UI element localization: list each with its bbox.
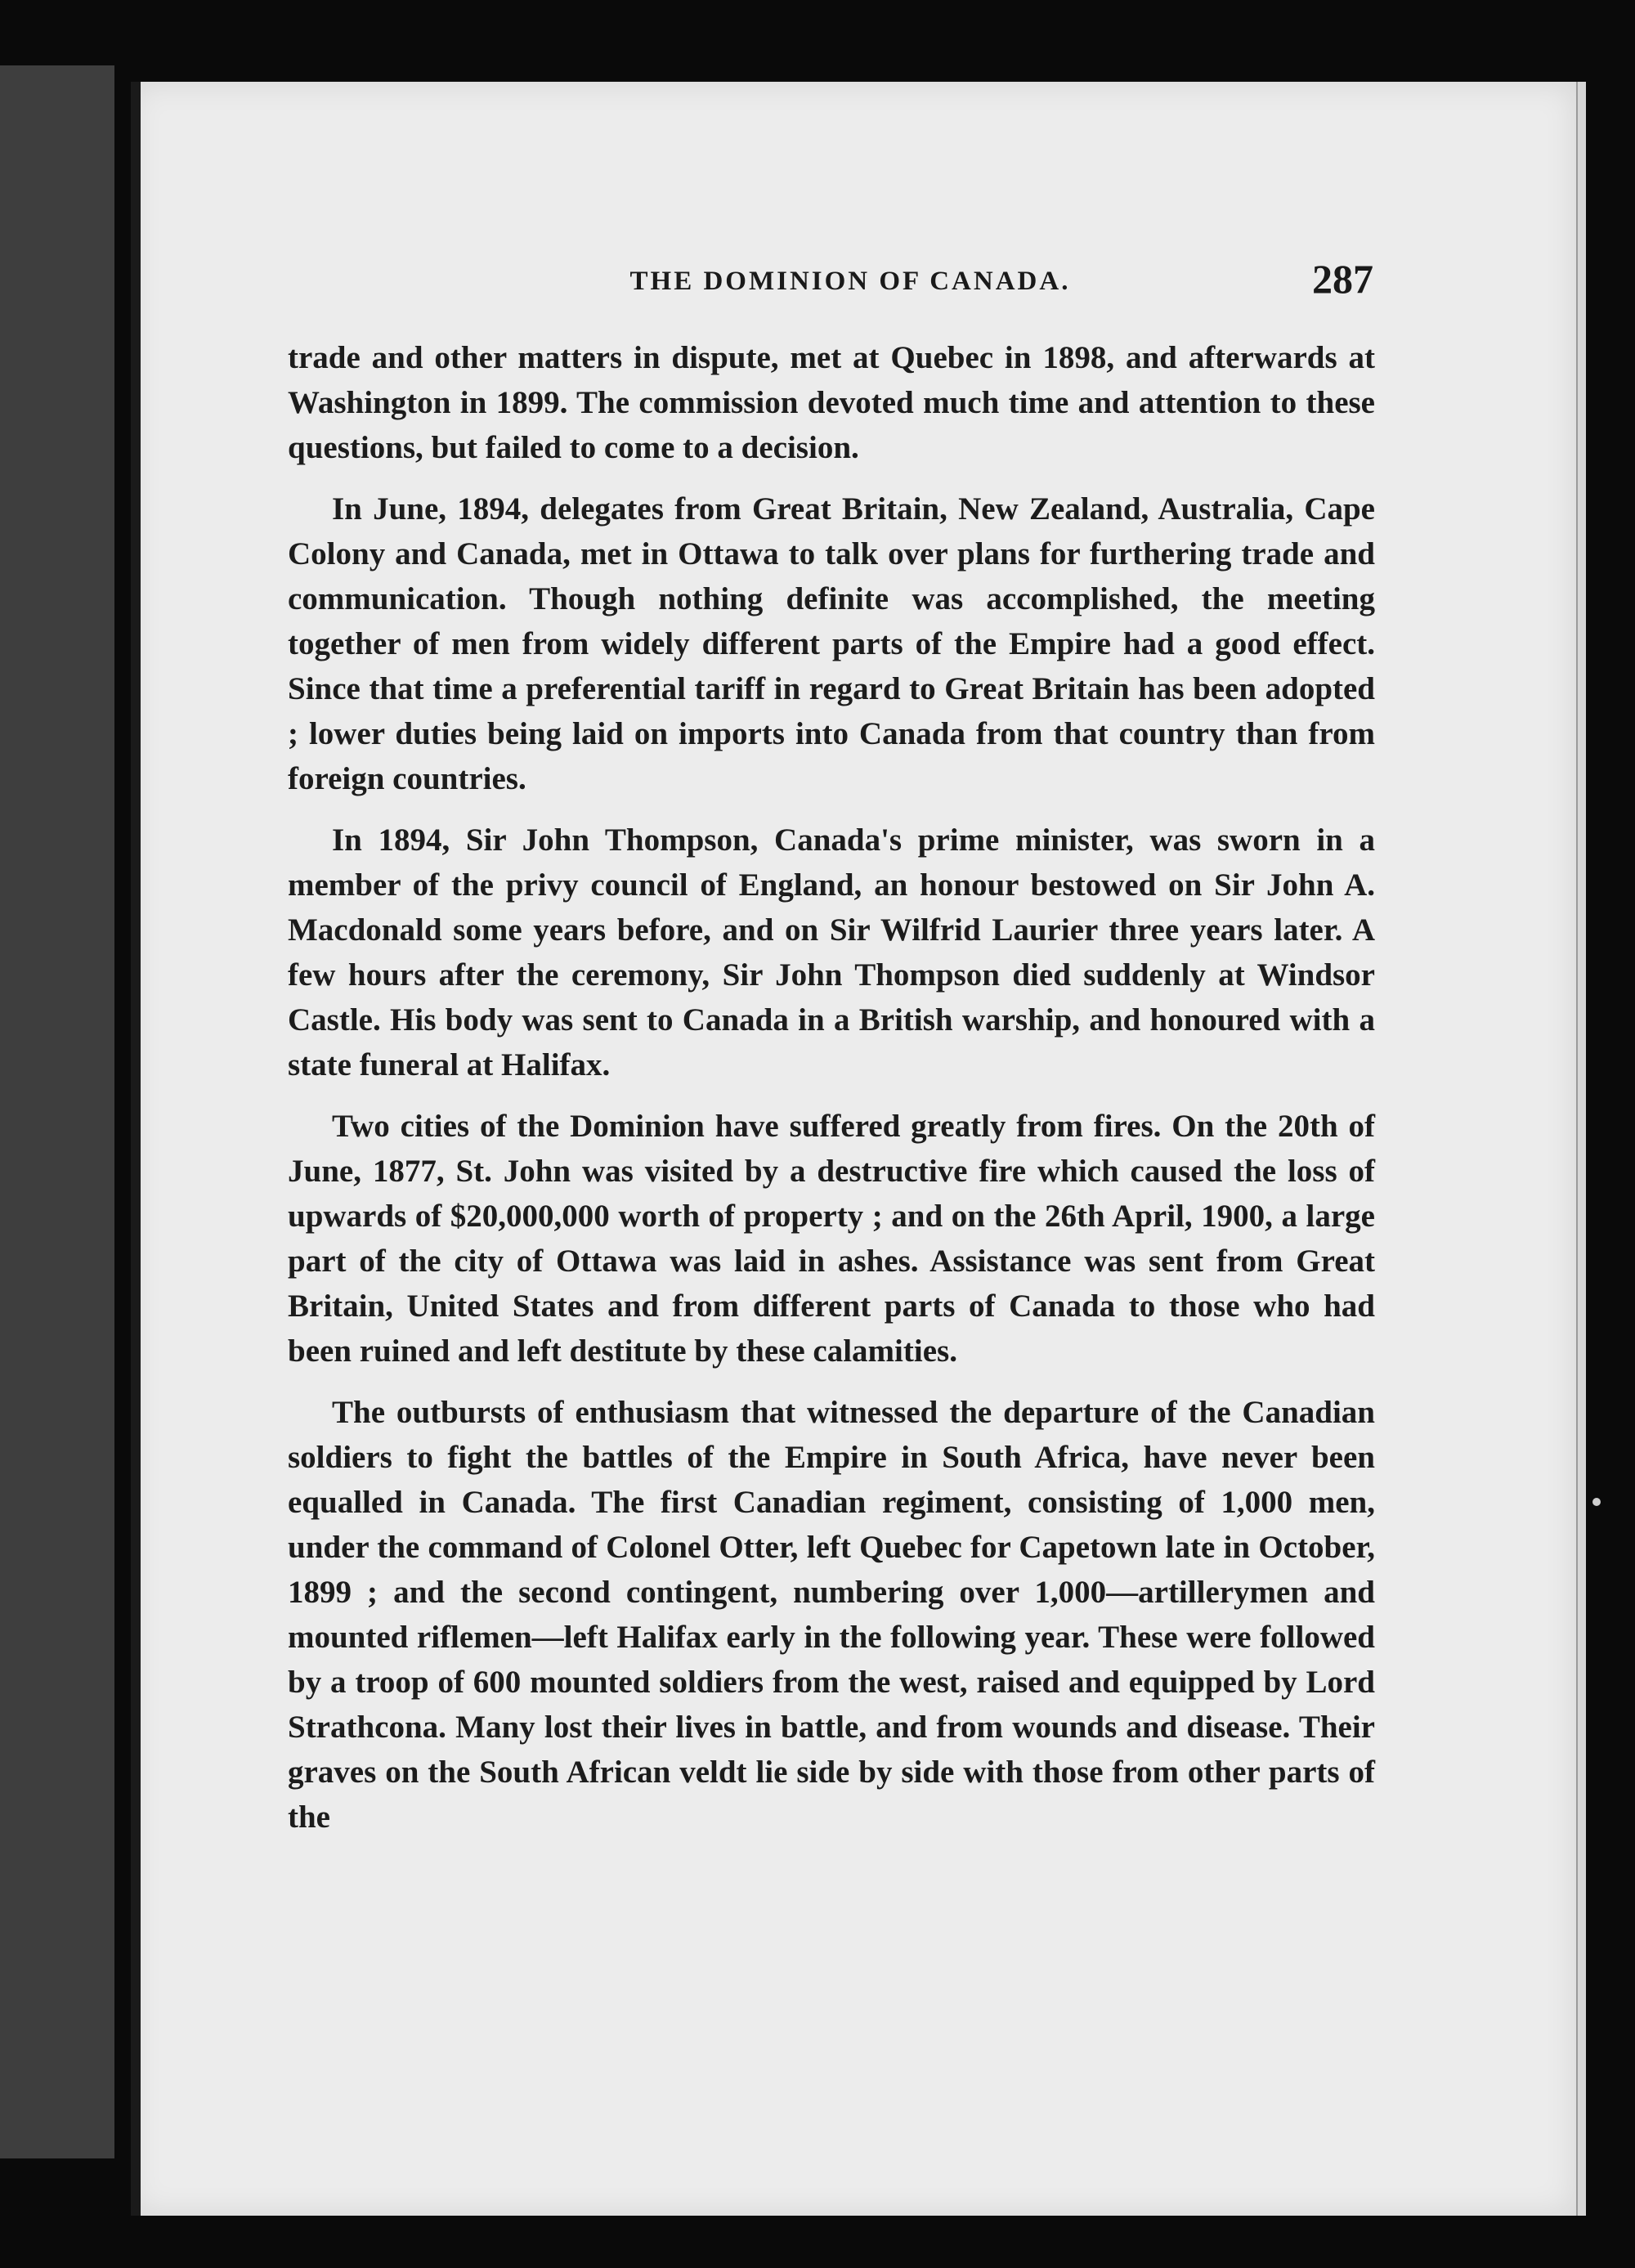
paragraph-fires: Two cities of the Dominion have suffered greatly from fires. On the 20th of June, 1877, St. John was visited by a destructive fire which caused the loss of upwards of $20,000,000 worth of property ; and on the 26th April, 1900, a large part of the city of Ottawa was laid in ashes. Assistance was sent from Great Britain, United States and from different parts of Canada to those who had been ruined and left destitute by these calamities. <box>288 1109 1375 1369</box>
running-title: THE DOMINION OF CANADA. <box>629 267 1071 296</box>
paragraph-conference-1894: In June, 1894, delegates from Great Britain, New Zealand, Australia, Cape Colony and Canada, met in Ottawa to talk over plans for furthering trade and communication. Though nothing definite was accomplished, the meeting together of men from widely different parts of the Empire had a good effect. Since that time a preferential tariff in regard to Great Britain has been adopted ; lower duties being laid on imports into Canada from that country than from foreign countries. <box>288 491 1375 796</box>
paragraph-south-africa: The outbursts of enthusiasm that witnessed the departure of the Canadian soldiers to fight the battles of the Empire in South Africa, have never been equalled in Canada. The first Canadian regiment, consisting of 1,000 men, under the command of Colonel Otter, left Quebec for Capetown late in October, 1899 ; and the second contingent, numbering over 1,000—artillerymen and mounted riflemen—left Halifax early in the following year. These were followed by a troop of 600 mounted soldiers from the west, raised and equipped by Lord Strathcona. Many lost their lives in battle, and from wounds and disease. Their graves on the South African veldt lie side by side with those from other parts of the <box>288 1395 1375 1835</box>
page-number: 287 <box>1312 256 1373 302</box>
running-header <box>294 255 1373 320</box>
previous-page-edge <box>0 65 114 2158</box>
paragraph-continuation: trade and other matters in dispute, met at Quebec in 1898, and afterwards at Washington in 1899. The commission devoted much time and attention to these questions, but failed to come to a decision. <box>288 340 1375 465</box>
binding-gutter <box>131 82 141 2216</box>
paragraph-thompson: In 1894, Sir John Thompson, Canada's prime minister, was sworn in a member of the privy council of England, an honour bestowed on Sir John A. Macdonald some years before, and on Sir Wilfrid Laurier three years later. A few hours after the ceremony, Sir John Thompson died suddenly at Windsor Castle. His body was sent to Canada in a British warship, and honoured with a state funeral at Halifax. <box>288 822 1375 1082</box>
page-stack-edge <box>1576 82 1586 2216</box>
scan-speck <box>1592 1498 1601 1506</box>
body-text <box>288 335 1375 2085</box>
